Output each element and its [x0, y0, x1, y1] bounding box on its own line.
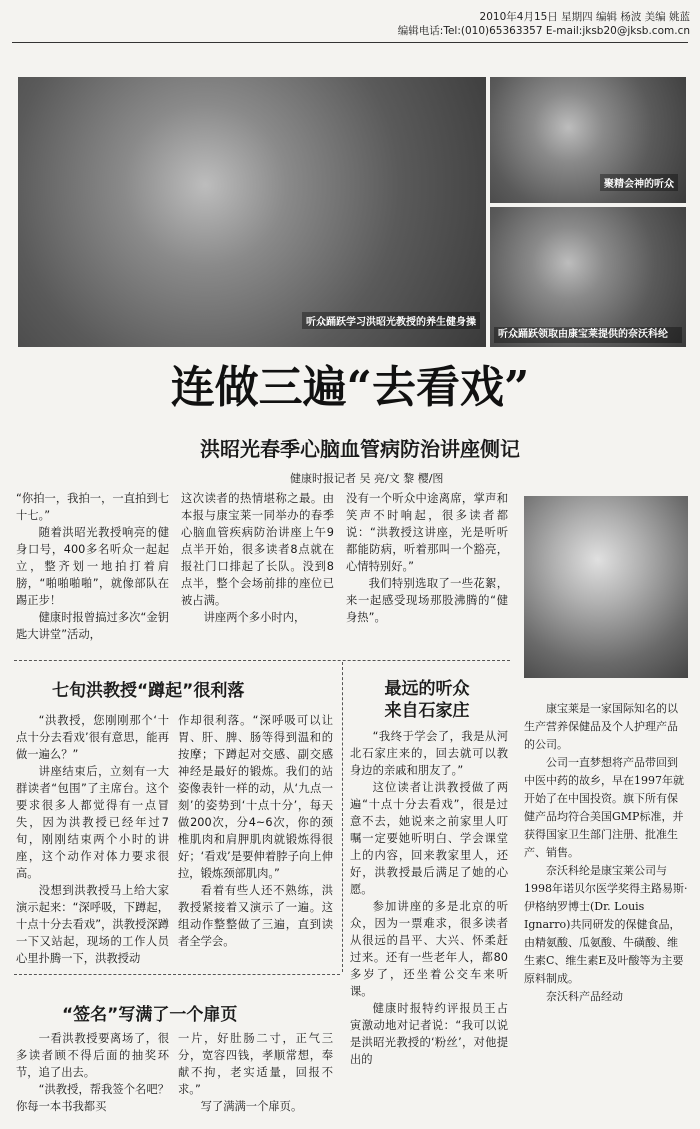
paragraph: 讲座两个多小时内， — [203, 611, 306, 624]
main-photo-caption: 听众踊跃学习洪昭光教授的养生健身操 — [302, 312, 480, 329]
booth-photo-caption: 听众踊跃领取由康宝莱提供的奈沃科纶 — [494, 327, 682, 343]
subheadline: 洪昭光春季心脑血管病防治讲座侧记 — [200, 437, 520, 461]
paragraph: “洪教授，帮我签个名吧？你每一本书我都买 — [16, 1083, 169, 1113]
paragraph: “你拍一，我拍一，一直拍到七十七。” — [16, 492, 169, 522]
section-title-line: 来自石家庄 — [384, 701, 470, 721]
paragraph: 奈沃科纶是康宝莱公司与1998年诺贝尔医学奖得主路易斯·伊格纳罗博士(Dr. Louis Ignarro)共同研发的保健食品，由精氨酸、瓜氨酸、牛磺酸、维生素C、维生素E及叶酸等为主要原料制成。 — [524, 864, 688, 985]
header-date-editors: 2010年4月15日 星期四 编辑 杨波 美编 姚蓝 — [479, 11, 690, 23]
intro-column-2 — [181, 490, 334, 626]
paragraph: 公司一直梦想将产品带回到中医中药的故乡，早在1997年就开始了在中国投资。旗下所有保健产品均符合美国GMP标准，并获得国家卫生部门注册、批准生产、销售。 — [524, 756, 684, 859]
paragraph: 讲座结束后，立刻有一大群读者“包围”了主席台。这个要求很多人都觉得有一点冒失，因为洪教授已经年过7旬，刚刚结束两个小时的讲座，这个动作对体力要求很高。 — [16, 765, 169, 880]
headline: 连做三遍“去看戏” — [170, 362, 530, 413]
section2-column — [350, 728, 508, 1068]
paragraph: 奈沃科产品经动 — [546, 990, 623, 1003]
sidebar-herbalife — [524, 700, 688, 1006]
paragraph: 我们特别选取了一些花絮，来一起感受现场那股沸腾的“健身热”。 — [346, 577, 508, 624]
main-photo-lecture — [18, 77, 486, 347]
paragraph: 写了满满一个扉页。 — [200, 1100, 303, 1113]
section-title-signature: “签名”写满了一个扉页 — [62, 1005, 238, 1025]
section1-column-1 — [16, 712, 169, 967]
section-title-shijiazhuang — [372, 678, 482, 722]
section-title-squat: 七旬洪教授“蹲起”很利落 — [52, 681, 245, 701]
section1-column-2 — [178, 712, 333, 950]
header-contact: 编辑电话:Tel:(010)65363357 E-mail:jksb20@jksb.com.cn — [397, 25, 690, 37]
photo-dr-ignarro — [524, 496, 688, 678]
section3-column-1 — [16, 1030, 169, 1115]
paragraph: 健康时报曾搞过多次“金钥匙大讲堂”活动， — [16, 611, 169, 641]
intro-column-1 — [16, 490, 169, 643]
paragraph: 这位读者让洪教授做了两遍“十点十分去看戏”，很是过意不去，她说来之前家里人叮嘱一定要她听明白、学会课堂上的内容，回来教家里人，还好，洪教授最后满足了她的心愿。 — [350, 781, 508, 896]
intro-column-3 — [346, 490, 508, 626]
photo-audience — [490, 77, 686, 203]
paragraph: 这次读者的热情堪称之最。由本报与康宝莱一同举办的春季心脑血管疾病防治讲座上午9点半开始，很多读者8点就在报社门口排起了长队。没到8点半，整个会场前排的座位已被占满。 — [181, 492, 334, 607]
paragraph: 一看洪教授要离场了，很多读者顾不得后面的抽奖环节，追了出去。 — [16, 1032, 169, 1079]
paragraph: 看着有些人还不熟练，洪教授紧接着又演示了一遍。这组动作整整做了三遍，直到读者全学会。 — [178, 884, 333, 948]
page-header — [360, 10, 690, 38]
paragraph: 作却很利落。“深呼吸可以让胃、肝、脾、肠等得到温和的按摩；下蹲起对交感、副交感神经是最好的锻炼。我们的站姿像表针一样的动，从‘九点一刻’的姿势到‘十点十分’，每天做200次，分4~6次，你的颈椎肌肉和肩胛肌肉就锻炼得很好；‘看戏’是要伸着脖子向上伸拉，锻炼颈部肌肉。” — [178, 714, 333, 880]
paragraph: 健康时报特约评报员王占寅激动地对记者说：“我可以说是洪昭光教授的‘粉丝’，对他提出的 — [350, 1002, 508, 1066]
paragraph: 没有一个听众中途离席，掌声和笑声不时响起，很多读者都说：“洪教授这讲座，光是听听都能防病，听着那叫一个豁亮，心情特别好。” — [346, 492, 508, 573]
audience-photo-caption: 聚精会神的听众 — [600, 174, 678, 191]
photo-product-booth — [490, 207, 686, 347]
paragraph: 康宝莱是一家国际知名的以生产营养保健品及个人护理产品的公司。 — [524, 702, 678, 751]
byline: 健康时报记者 吴 亮/文 黎 樱/图 — [290, 472, 444, 485]
section-divider — [14, 974, 340, 975]
column-divider — [342, 662, 343, 972]
paragraph: 没想到洪教授马上给大家演示起来：“深呼吸，下蹲起，十点十分去看戏”，洪教授深蹲一下又站起，现场的工作人员心里扑腾一下，洪教授动 — [16, 884, 169, 965]
paragraph: 随着洪昭光教授响亮的健身口号，400多名听众一起起立，整齐划一地拍打着肩膀，“啪啪啪啪”，就像部队在踢正步！ — [16, 526, 169, 607]
section3-column-2 — [178, 1030, 333, 1115]
section-title-line: 最远的听众 — [384, 679, 470, 699]
paragraph: “我终于学会了，我是从河北石家庄来的，回去就可以教身边的亲戚和朋友了。” — [350, 730, 508, 777]
paragraph: 参加讲座的多是北京的听众，因为一票难求，很多读者从很远的昌平、大兴、怀柔赶过来。还有一些老年人，都80多岁了，还坐着公交车来听课。 — [350, 900, 508, 998]
paragraph: “洪教授，您刚刚那个‘十点十分去看戏’很有意思，能再做一遍么？” — [16, 714, 169, 761]
header-rule — [12, 42, 688, 43]
paragraph: 一片，好肚肠二寸，正气三分，宽容四钱，孝顺常想，奉献不拘，老实适量，回报不求。” — [178, 1032, 333, 1096]
section-divider — [14, 660, 510, 661]
